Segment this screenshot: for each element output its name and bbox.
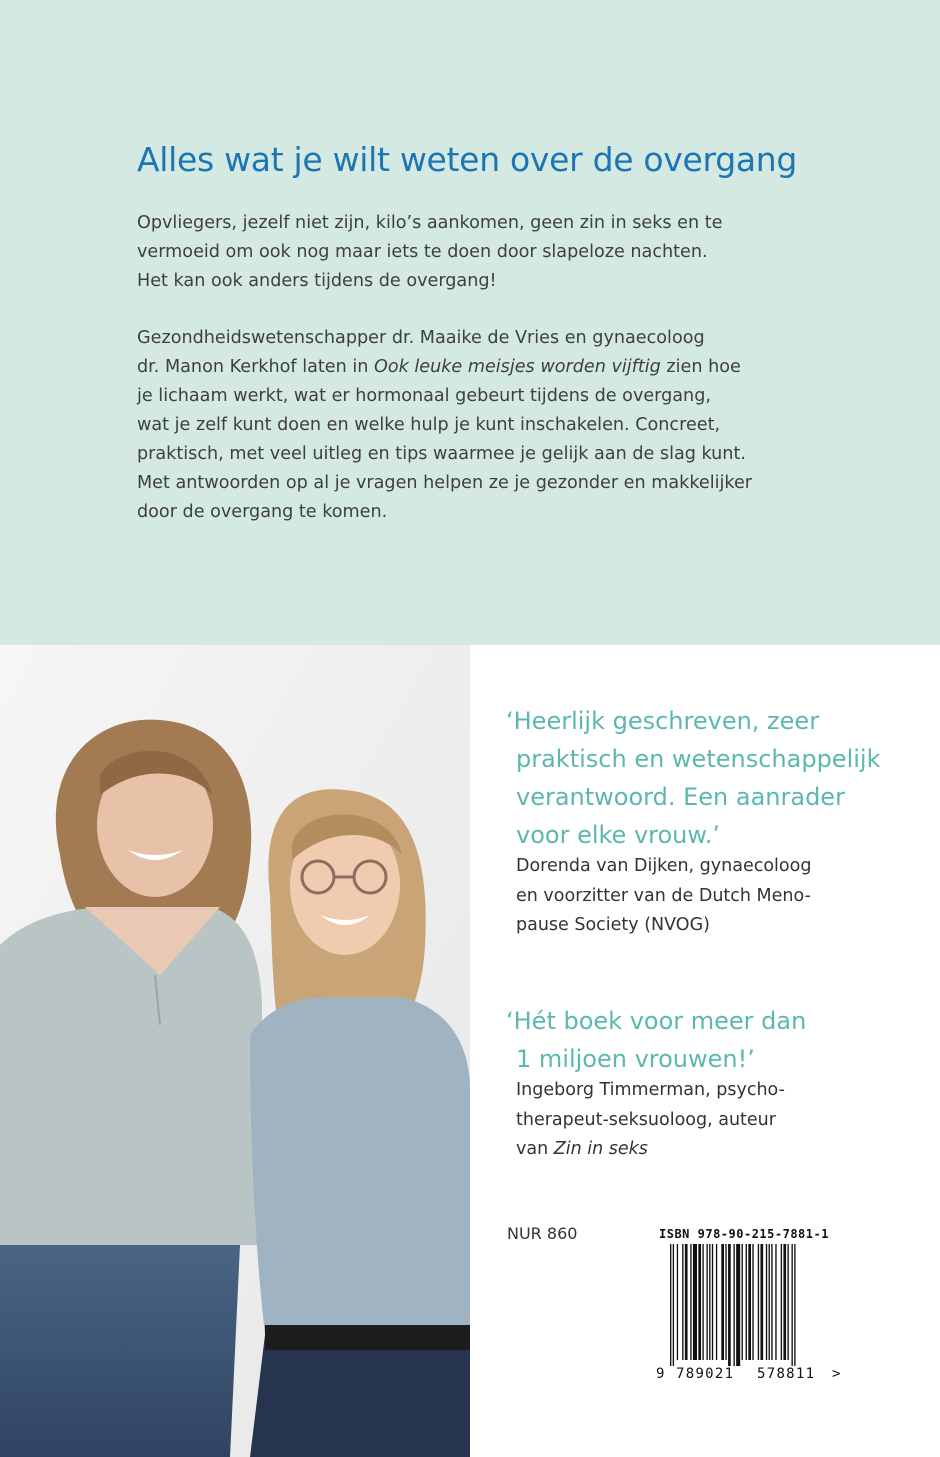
barcode-first-digit: 9 [656, 1366, 665, 1382]
quote-line: ‘Hét boek voor meer dan [506, 1007, 807, 1035]
quote-line: ‘Heerlijk geschreven, zeer [506, 707, 820, 735]
description-line: door de overgang te komen. [137, 502, 388, 522]
intro-line: Opvliegers, jezelf niet zijn, kilo’s aankomen, geen zin in seks en te [137, 213, 723, 233]
barcode-bar [769, 1244, 770, 1360]
barcode [656, 1244, 846, 1384]
description-paragraph [137, 324, 837, 527]
review-attribution-1 [516, 852, 811, 941]
review-quote-1 [506, 702, 880, 854]
barcode-bar [783, 1244, 786, 1360]
description-line: Gezondheidswetenschapper dr. Maaike de Vries en gynaecoloog [137, 328, 705, 348]
barcode-bar [673, 1244, 674, 1366]
intro-line: Het kan ook anders tijdens de overgang! [137, 271, 497, 291]
quote-line: praktisch en wetenschappelijk [516, 745, 881, 773]
attribution-line: Dorenda van Dijken, gynaecoloog [516, 856, 812, 876]
barcode-bar [702, 1244, 703, 1360]
barcode-left-digits: 789021 [676, 1366, 735, 1382]
barcode-bar [712, 1244, 713, 1360]
headline: Alles wat je wilt weten over de overgang [137, 140, 798, 179]
barcode-bar [706, 1244, 707, 1360]
nur-code: NUR 860 [507, 1224, 578, 1243]
barcode-bar [746, 1244, 747, 1360]
barcode-bar [787, 1244, 788, 1360]
barcode-bar [709, 1244, 710, 1360]
attribution-line: pause Society (NVOG) [516, 915, 710, 935]
quote-line: voor elke vrouw.’ [516, 821, 721, 849]
attribution-text: van [516, 1139, 554, 1159]
barcode-bar [682, 1244, 683, 1360]
barcode-bar [693, 1244, 697, 1360]
barcode-bar [677, 1244, 678, 1360]
barcode-bar [766, 1244, 767, 1360]
description-line: Met antwoorden op al je vragen helpen ze je gezonder en makkelijker [137, 473, 753, 493]
barcode-bar [792, 1244, 793, 1366]
barcode-bar [781, 1244, 782, 1360]
barcode-bar [733, 1244, 734, 1366]
barcode-bar [736, 1244, 740, 1366]
description-line: wat je zelf kunt doen en welke hulp je kunt inschakelen. Concreet, [137, 415, 721, 435]
description-line [137, 353, 837, 382]
barcode-bar [742, 1244, 743, 1360]
barcode-bar [721, 1244, 724, 1360]
barcode-bar [690, 1244, 691, 1360]
attribution-line [516, 1135, 785, 1165]
barcode-right-digits: 578811 [757, 1366, 816, 1382]
barcode-bar [752, 1244, 753, 1360]
book-title: Zin in seks [553, 1139, 648, 1159]
description-text: dr. Manon Kerkhof laten in [137, 357, 374, 377]
review-attribution-2 [516, 1076, 785, 1165]
attribution-line: Ingeborg Timmerman, psycho- [516, 1080, 785, 1100]
barcode-bar [725, 1244, 726, 1360]
barcode-bar [716, 1244, 717, 1360]
quote-line: verantwoord. Een aanrader [516, 783, 845, 811]
barcode-arrow: > [832, 1366, 841, 1382]
book-title: Ook leuke meisjes worden vijftig [373, 357, 661, 377]
intro-line: vermoeid om ook nog maar iets te doen door slapeloze nachten. [137, 242, 708, 262]
barcode-bar [794, 1244, 795, 1366]
barcode-bar [748, 1244, 751, 1360]
description-panel [0, 0, 940, 645]
description-line: je lichaam werkt, wat er hormonaal gebeurt tijdens de overgang, [137, 386, 711, 406]
description-line: praktisch, met veel uitleg en tips waarmee je gelijk aan de slag kunt. [137, 444, 746, 464]
quote-line: 1 miljoen vrouwen!’ [516, 1045, 755, 1073]
intro-paragraph [137, 209, 837, 296]
barcode-bar [728, 1244, 731, 1366]
isbn-label: ISBN 978-90-215-7881-1 [659, 1227, 829, 1241]
description-text: zien hoe [660, 357, 741, 377]
barcode-bar [771, 1244, 772, 1360]
barcode-bar [775, 1244, 776, 1360]
attribution-line: therapeut-seksuoloog, auteur [516, 1109, 776, 1130]
barcode-bar [760, 1244, 763, 1360]
review-quote-2 [506, 1002, 806, 1078]
authors-photo [0, 645, 470, 1457]
attribution-line: en voorzitter van de Dutch Meno- [516, 885, 811, 906]
barcode-bar [758, 1244, 759, 1360]
barcode-bar [685, 1244, 688, 1360]
barcode-bar [670, 1244, 671, 1366]
barcode-bar [698, 1244, 701, 1360]
